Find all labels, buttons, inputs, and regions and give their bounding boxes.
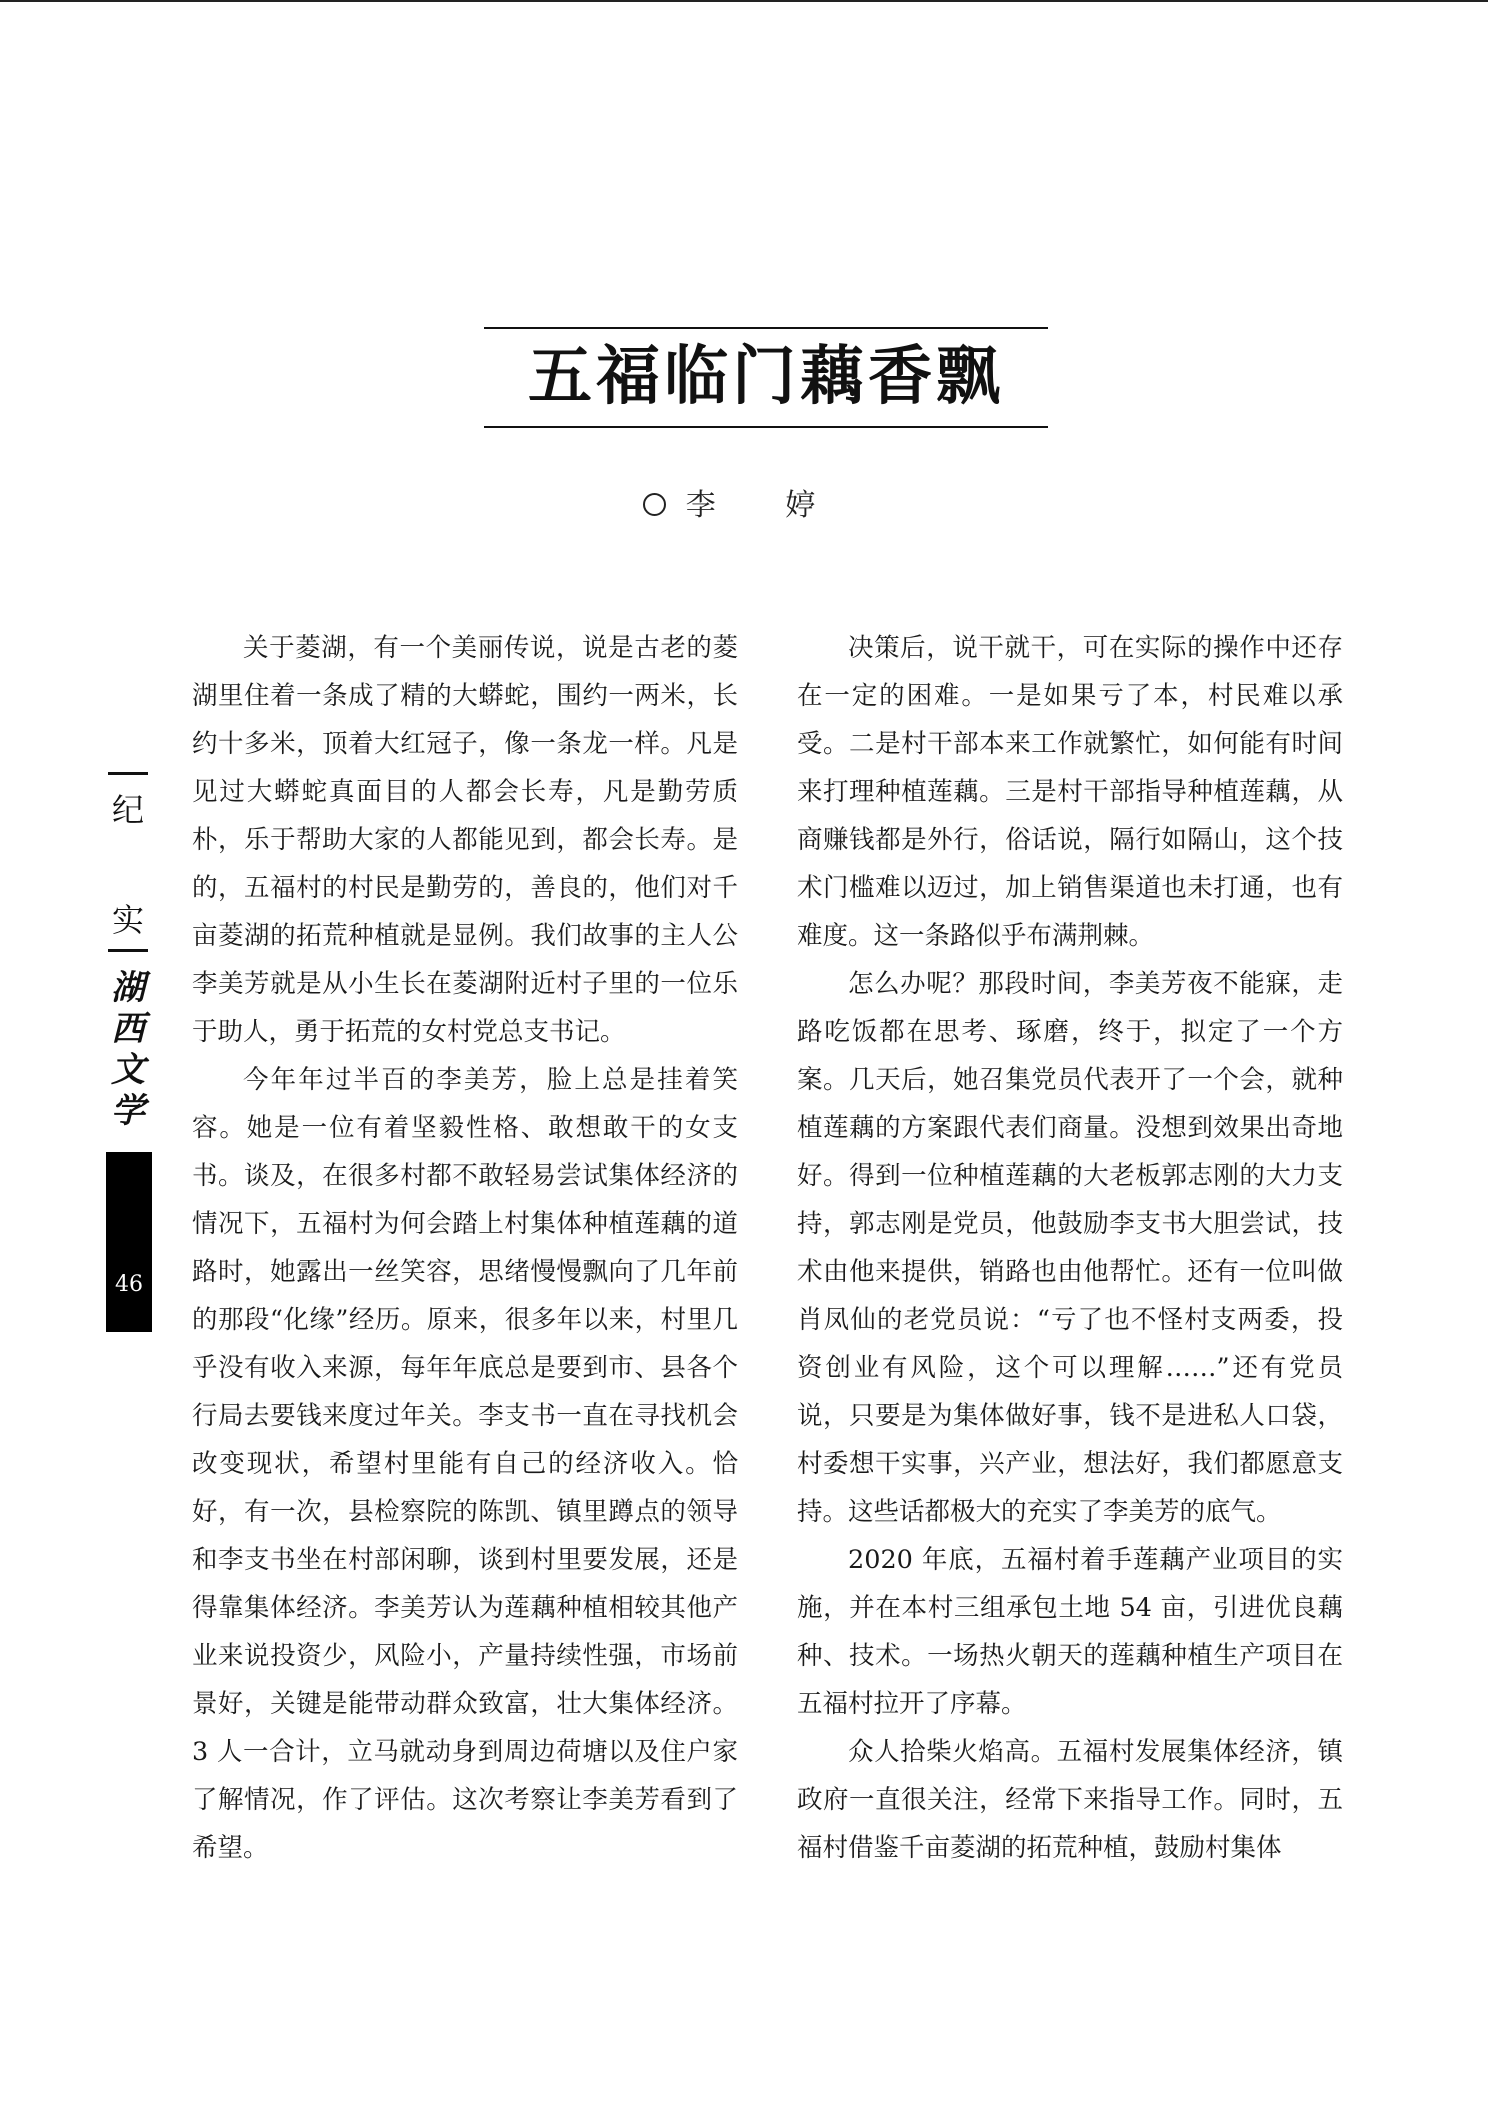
- section-label-char: 实: [111, 901, 144, 939]
- sidebar-rule-top: [108, 772, 148, 775]
- section-label-char: 纪: [111, 791, 144, 829]
- author-line: [0, 486, 1488, 526]
- author-name: 李 婷: [685, 488, 846, 523]
- paragraph: 众人拾柴火焰高。五福村发展集体经济，镇政府一直很关注，经常下来指导工作。同时，五福村借鉴千亩菱湖的拓荒种植，鼓励村集体: [797, 1737, 1343, 1863]
- page-number: 46: [115, 1272, 143, 1297]
- sidebar-rule-middle: [108, 949, 148, 952]
- page-number-block: [106, 1152, 152, 1332]
- title-block: [484, 327, 1048, 428]
- magazine-name-char: 湖: [111, 968, 145, 1008]
- magazine-name-char: 学: [111, 1091, 145, 1131]
- paragraph: 决策后，说干就干，可在实际的操作中还存在一定的困难。一是如果亏了本，村民难以承受。二是村干部本来工作就繁忙，如何能有时间来打理种植莲藕。三是村干部指导种植莲藕，从商赚钱都是外行，俗话说，隔行如隔山，这个技术门槛难以迈过，加上销售渠道也未打通，也有难度。这一条路似乎布满荆棘。: [797, 633, 1343, 951]
- article-column-right: [797, 624, 1343, 1872]
- circle-icon: [643, 493, 666, 516]
- article-column-left: [192, 624, 738, 1872]
- paragraph: 怎么办呢？那段时间，李美芳夜不能寐，走路吃饭都在思考、琢磨，终于，拟定了一个方案。几天后，她召集党员代表开了一个会，就种植莲藕的方案跟代表们商量。没想到效果出奇地好。得到一位种植莲藕的大老板郭志刚的大力支持，郭志刚是党员，他鼓励李支书大胆尝试，技术由他来提供，销路也由他帮忙。还有一位叫做肖凤仙的老党员说：“亏了也不怪村支两委，投资创业有风险，这个可以理解……”还有党员说，只要是为集体做好事，钱不是进私人口袋，村委想干实事，兴产业，想法好，我们都愿意支持。这些话都极大的充实了李美芳的底气。: [797, 969, 1343, 1527]
- paragraph: 关于菱湖，有一个美丽传说，说是古老的菱湖里住着一条成了精的大蟒蛇，围约一两米，长约十多米，顶着大红冠子，像一条龙一样。凡是见过大蟒蛇真面目的人都会长寿，凡是勤劳质朴，乐于帮助大家的人都能见到，都会长寿。是的，五福村的村民是勤劳的，善良的，他们对千亩菱湖的拓荒种植就是显例。我们故事的主人公李美芳就是从小生长在菱湖附近村子里的一位乐于助人，勇于拓荒的女村党总支书记。: [192, 633, 738, 1047]
- magazine-name-char: 西: [111, 1009, 145, 1049]
- paragraph: 今年年过半百的李美芳，脸上总是挂着笑容。她是一位有着坚毅性格、敢想敢干的女支书。谈及，在很多村都不敢轻易尝试集体经济的情况下，五福村为何会踏上村集体种植莲藕的道路时，她露出一丝笑容，思绪慢慢飘向了几年前的那段“化缘”经历。原来，很多年以来，村里几乎没有收入来源，每年年底总是要到市、县各个行局去要钱来度过年关。李支书一直在寻找机会改变现状，希望村里能有自己的经济收入。恰好，有一次，县检察院的陈凯、镇里蹲点的领导和李支书坐在村部闲聊，谈到村里要发展，还是得靠集体经济。李美芳认为莲藕种植相较其他产业来说投资少，风险小，产量持续性强，市场前景好，关键是能带动群众致富，壮大集体经济。3 人一合计，立马就动身到周边荷塘以及住户家了解情况，作了评估。这次考察让李美芳看到了希望。: [192, 1065, 738, 1863]
- article-title: 五福临门藕香飘: [528, 340, 1004, 414]
- magazine-name-char: 文: [111, 1050, 145, 1090]
- paragraph: 2020 年底，五福村着手莲藕产业项目的实施，并在本村三组承包土地 54 亩，引进优良藕种、技术。一场热火朝天的莲藕种植生产项目在五福村拉开了序幕。: [797, 1545, 1343, 1719]
